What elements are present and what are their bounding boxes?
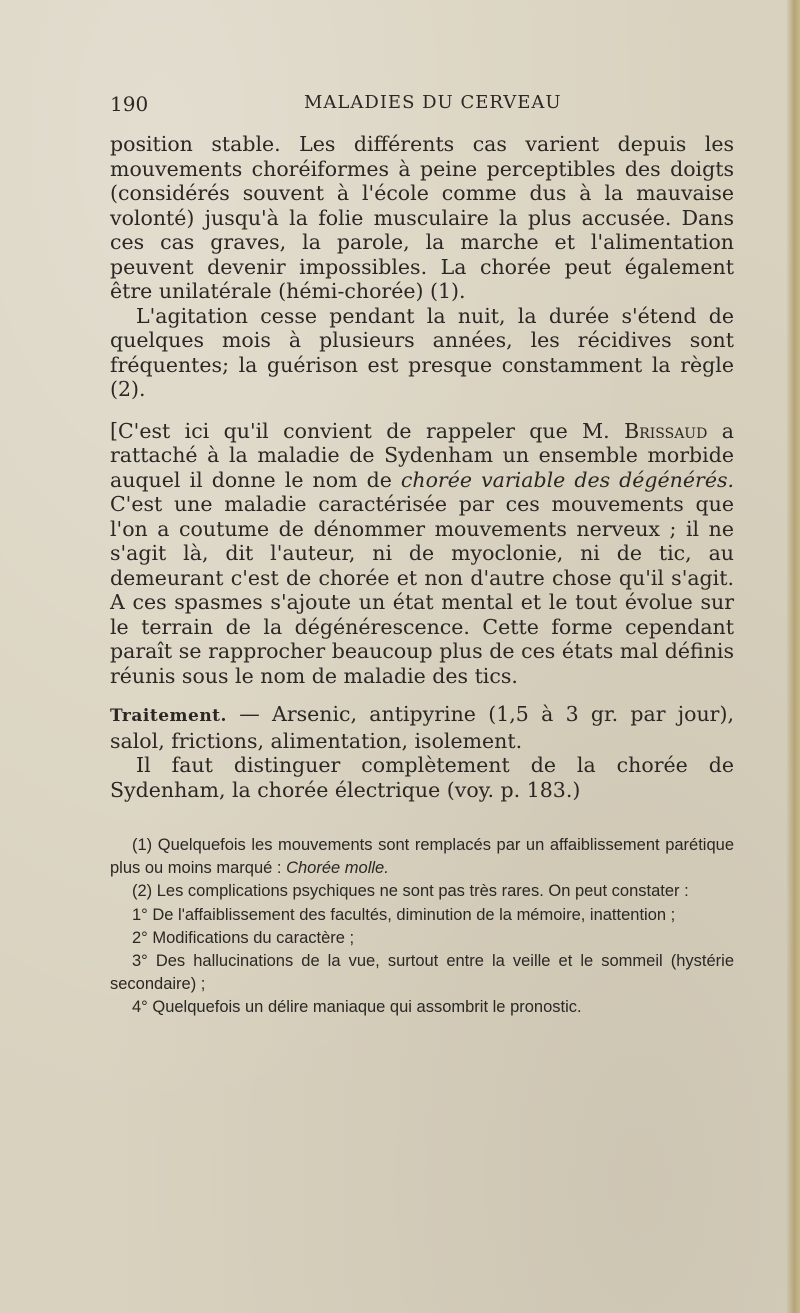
- paragraph-3-part-c: C'est une maladie caractérisée par ces mouvements que l'on a coutume de dénommer mouvements nerveux ; il ne s'agit là, dit l'auteur, ni de myoclonie, ni de tic, au demeurant c'est de chorée et non d'autre chose qu'il s'agit. A ces spasmes s'ajoute un état mental et le tout évolue sur le terrain de la dégénérescence. Cette forme cependant paraît se rapprocher beaucoup plus de ces états mal définis réunis sous le nom de maladie des tics.: [110, 492, 734, 688]
- page-header: [110, 92, 734, 122]
- footnote-item-4: 4° Quelquefois un délire maniaque qui assombrit le pronostic.: [132, 998, 582, 1017]
- footnote-item-3: 3° Des hallucinations de la vue, surtout entre la veille et le sommeil (hystérie secondaire) ;: [110, 952, 734, 994]
- paragraph-2: L'agitation cesse pendant la nuit, la durée s'étend de quelques mois à plusieurs années, les récidives sont fréquentes; la guérison est presque constamment la règle (2).: [110, 303, 734, 401]
- footnote-2: (2) Les complications psychiques ne sont pas très rares. On peut constater :: [132, 882, 689, 901]
- body-text: [110, 132, 734, 802]
- footnote-item-2: 2° Modifications du caractère ;: [132, 928, 355, 947]
- footnote-1-text: (1) Quelquefois les mouvements sont remplacés par un affaiblissement parétique plus ou moins marqué :: [110, 836, 734, 878]
- paragraph-3-part-a: [C'est ici qu'il convient de rappeler que M.: [110, 418, 625, 443]
- footnotes: [110, 834, 734, 1020]
- treatment-label: Traitement.: [110, 706, 227, 726]
- paragraph-3: [110, 419, 734, 689]
- paragraph-3-part-b: a rattaché à la maladie de Sydenham un ensemble morbide auquel il donne le nom de: [110, 418, 734, 492]
- paragraph-treatment: [110, 702, 734, 753]
- paragraph-5: Il faut distinguer complètement de la chorée de Sydenham, la chorée électrique (voy. p. 183.): [110, 753, 734, 802]
- author-name: Brissaud: [624, 418, 708, 443]
- treatment-text: — Arsenic, antipyrine (1,5 à 3 gr. par jour), salol, frictions, alimentation, isolement.: [110, 702, 734, 753]
- page-edge-shadow: [786, 0, 800, 1313]
- italic-term: chorée variable des dégénérés.: [400, 467, 734, 492]
- footnote-1-italic: Chorée molle.: [286, 859, 389, 878]
- footnote-1: [110, 834, 734, 880]
- running-head: MALADIES DU CERVEAU: [304, 92, 562, 113]
- footnote-item-1: 1° De l'affaiblissement des facultés, diminution de la mémoire, inattention ;: [132, 905, 676, 924]
- book-page: [110, 92, 734, 1020]
- paragraph-1: position stable. Les différents cas varient depuis les mouvements choréiformes à peine perceptibles des doigts (considérés souvent à l'école comme dus à la mauvaise volonté) jusqu'à la folie musculaire la plus accusée. Dans ces cas graves, la parole, la marche et l'alimentation peuvent devenir impossibles. La chorée peut également être unilatérale (hémi-chorée) (1).: [110, 132, 734, 303]
- page-number: 190: [110, 92, 149, 116]
